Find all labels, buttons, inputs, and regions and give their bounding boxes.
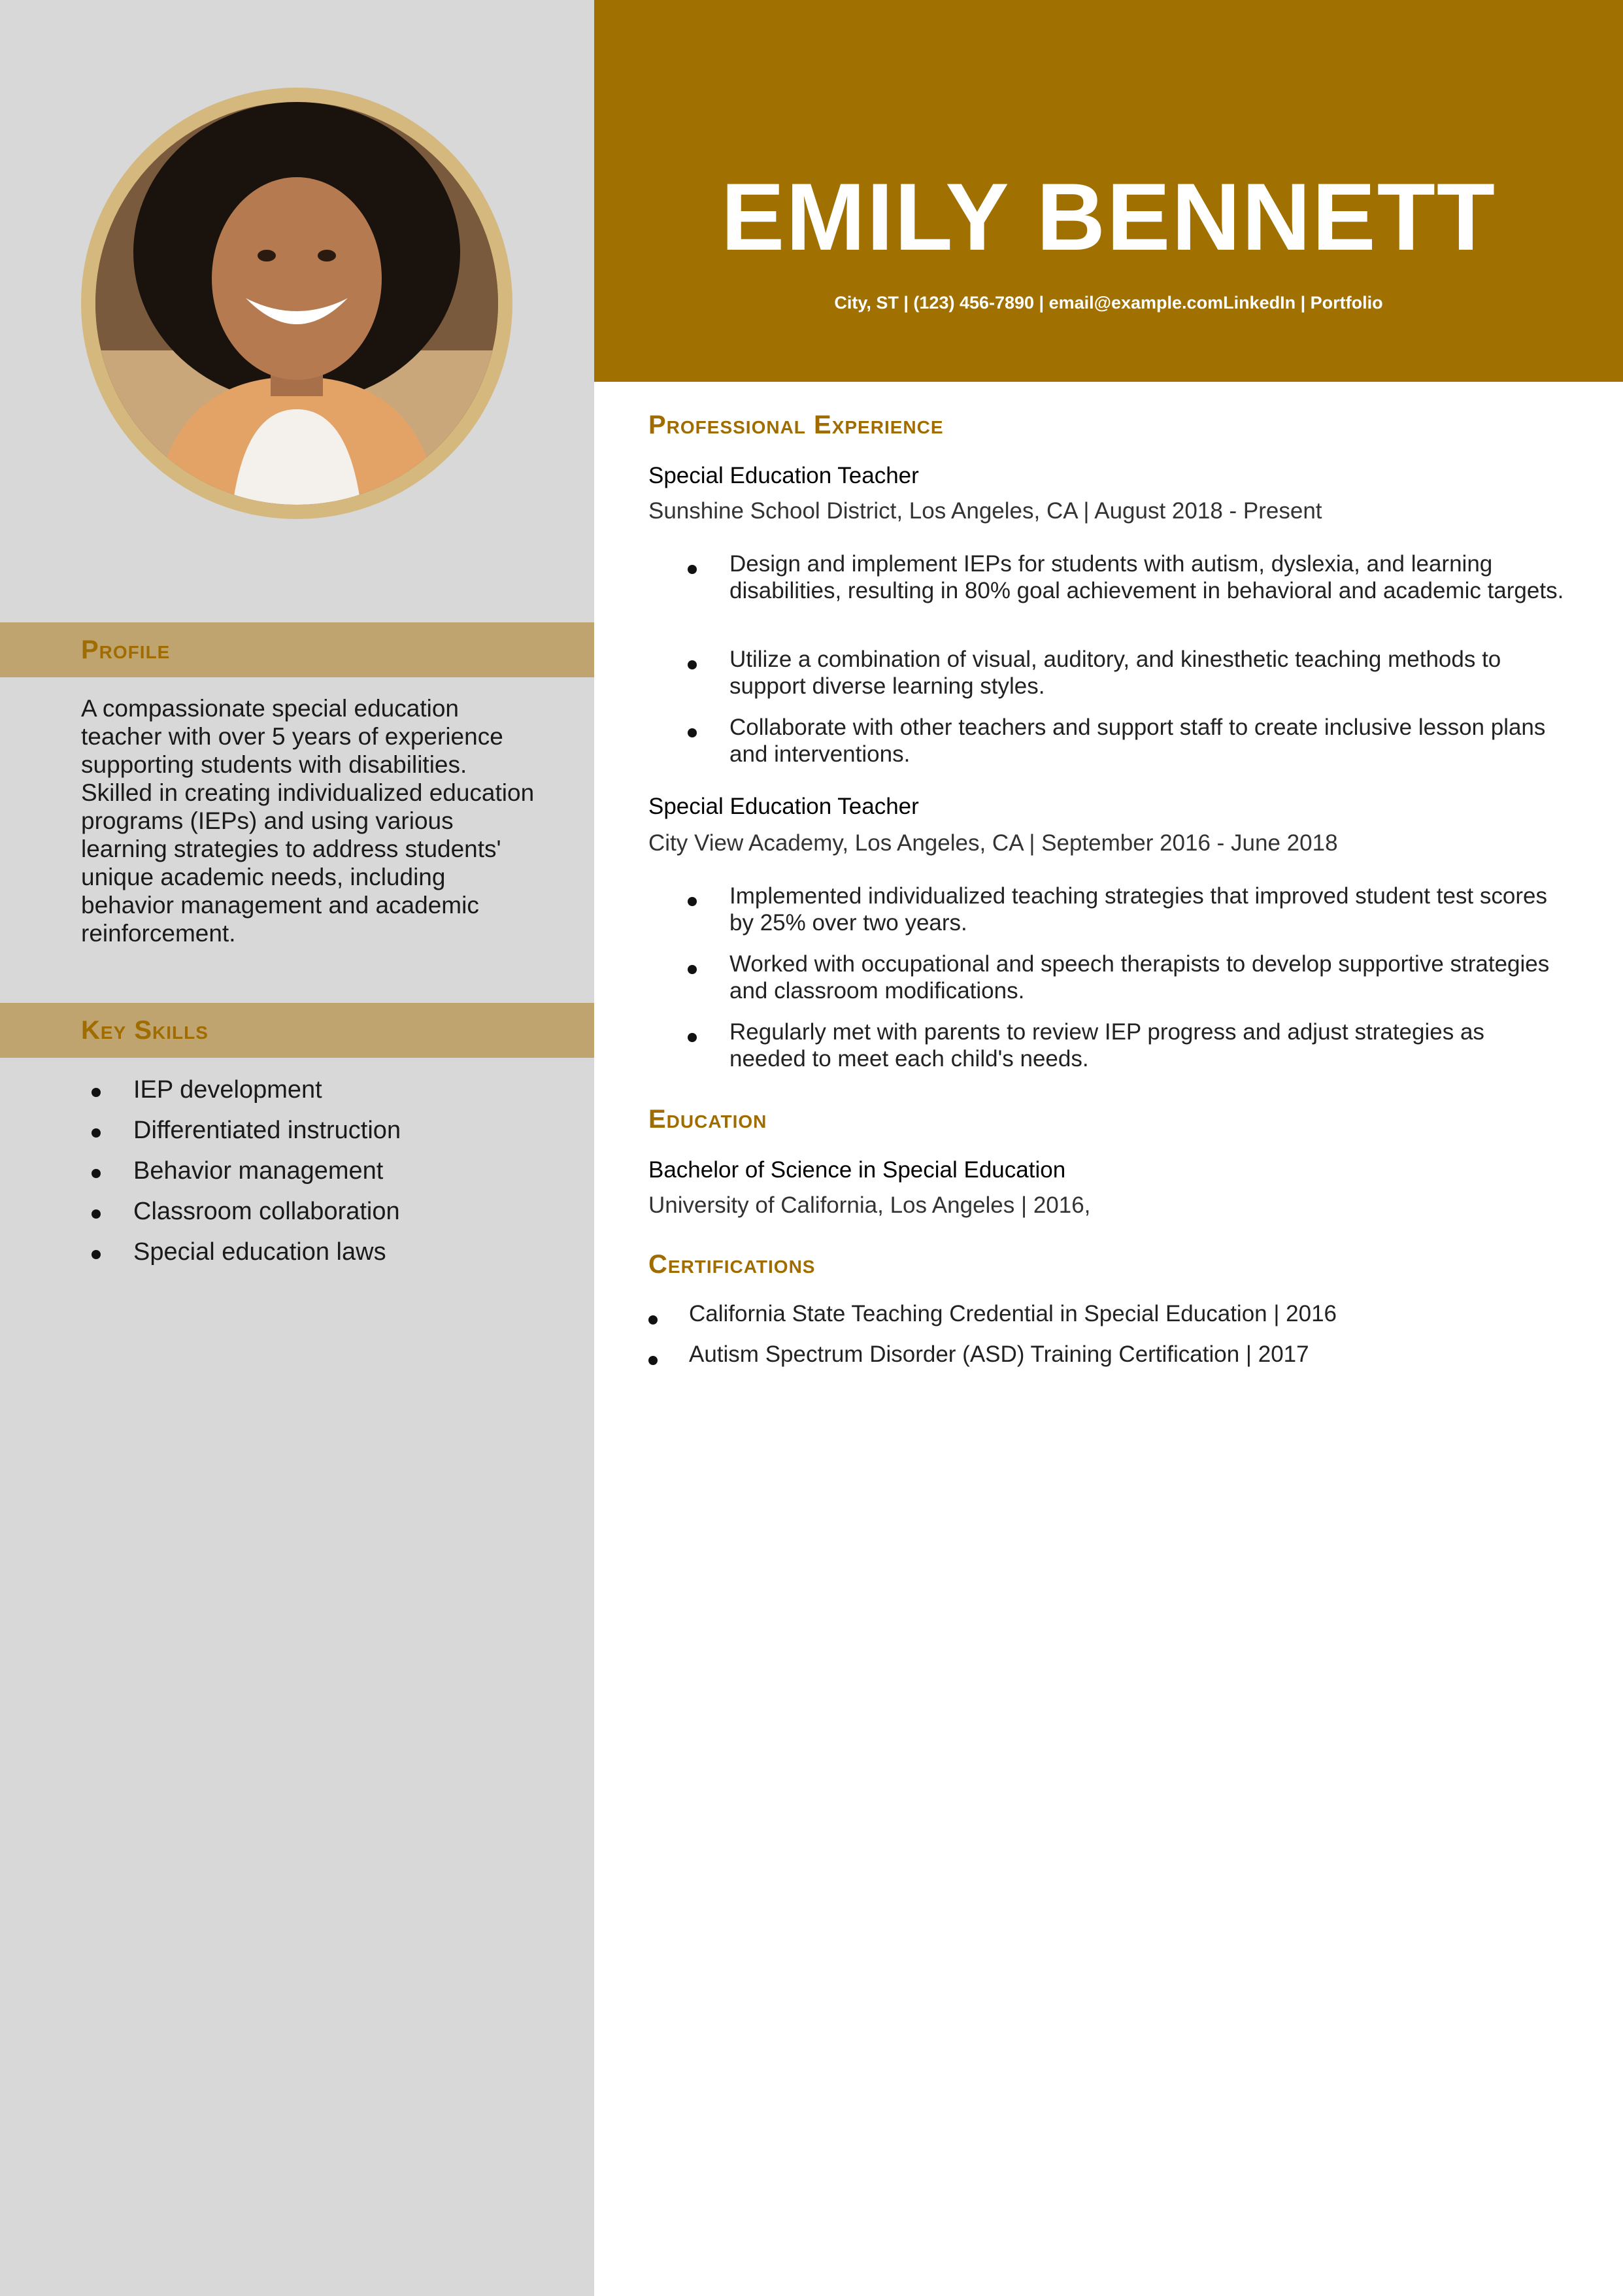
- profile-heading: Profile: [81, 635, 171, 664]
- bullet-icon: [92, 1209, 101, 1219]
- certification-item: California State Teaching Credential in Special Education | 2016: [648, 1301, 1577, 1334]
- profile-summary: A compassionate special education teacher with over 5 years of experience supporting students with disabilities. Skilled in creating individualized education programs (IEPs) and using various learning strategies to address students' unique academic needs, including behavior management and academic reinforcement.: [81, 695, 535, 947]
- skills-heading-band: [0, 1003, 594, 1058]
- sidebar: Profile A compassionate special education teacher with over 5 years of experience supporting students with disabilities. Skilled in creating individualized education programs (IEPs) and using various learning strategies to address students' unique academic needs, including behavior management and academic reinforcement. Key Skills IEP development Differentiated instruction Behavior management Classroom collaboration Special education laws: [0, 0, 594, 2296]
- bullet-icon: [688, 728, 697, 737]
- bullet-icon: [92, 1088, 101, 1097]
- bullet-icon: [688, 660, 697, 669]
- bullet-icon: [92, 1128, 101, 1138]
- certification-item: Autism Spectrum Disorder (ASD) Training Certification | 2017: [648, 1342, 1577, 1374]
- bullet-icon: [688, 1033, 697, 1042]
- bullet-icon: [688, 897, 697, 906]
- job-employer-dates: Sunshine School District, Los Angeles, CA | August 2018 - Present: [648, 498, 1322, 524]
- degree: Bachelor of Science in Special Education: [648, 1157, 1066, 1183]
- school: University of California, Los Angeles | 2016,: [648, 1192, 1091, 1218]
- skills-heading: Key Skills: [81, 1016, 209, 1045]
- portrait-image: [95, 102, 498, 505]
- name-header: [594, 0, 1623, 382]
- certifications-heading: Certifications: [648, 1250, 816, 1279]
- profile-photo-frame: [81, 88, 512, 519]
- experience-heading: Professional Experience: [648, 411, 944, 439]
- profile-photo: [95, 102, 498, 505]
- bullet-icon: [648, 1315, 658, 1325]
- bullet-icon: [688, 565, 697, 574]
- profile-heading-band: [0, 622, 594, 677]
- job-employer-dates: City View Academy, Los Angeles, CA | September 2016 - June 2018: [648, 830, 1338, 856]
- contact-line: City, ST | (123) 456-7890 | email@example.comLinkedIn | Portfolio: [834, 293, 1383, 312]
- bullet-icon: [648, 1356, 658, 1365]
- bullet-icon: [92, 1250, 101, 1259]
- bullet-icon: [92, 1169, 101, 1178]
- job-title: Special Education Teacher: [648, 794, 919, 819]
- education-heading: Education: [648, 1105, 767, 1134]
- bullet-icon: [688, 965, 697, 974]
- job-title: Special Education Teacher: [648, 463, 919, 488]
- candidate-name: EMILY BENNETT: [720, 163, 1497, 270]
